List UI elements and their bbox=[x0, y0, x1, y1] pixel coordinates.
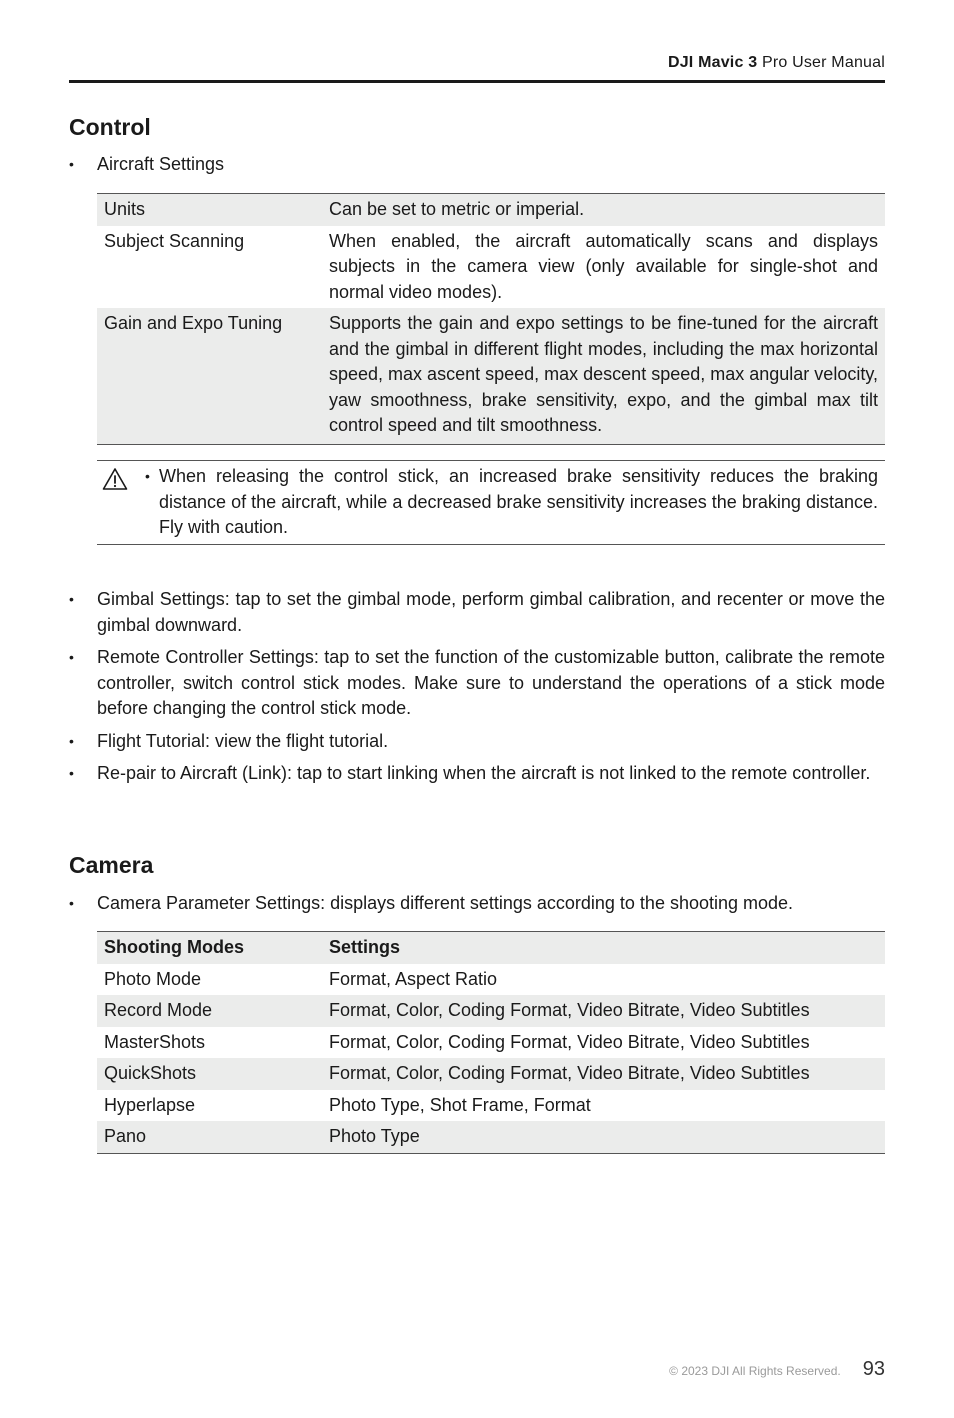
bullet-dot: • bbox=[145, 468, 150, 484]
table-row bbox=[97, 1090, 885, 1122]
bullet-remote-controller-settings bbox=[69, 645, 885, 722]
table-row bbox=[97, 995, 885, 1027]
page-number: 93 bbox=[862, 1358, 885, 1380]
bullet-text: Re-pair to Aircraft (Link): tap to start linking when the aircraft is not linked to the remote controller. bbox=[97, 763, 871, 783]
shooting-mode: Hyperlapse bbox=[104, 1094, 196, 1115]
setting-desc: Can be set to metric or imperial. bbox=[322, 194, 885, 226]
page-header bbox=[668, 54, 885, 72]
page-footer bbox=[669, 1358, 885, 1381]
header-brand: DJI Mavic 3 bbox=[667, 54, 758, 71]
warning-note bbox=[97, 460, 885, 545]
copyright-text: © 2023 DJI All Rights Reserved. bbox=[669, 1364, 841, 1378]
bullet-dot: • bbox=[69, 895, 74, 911]
setting-name: Units bbox=[97, 194, 322, 226]
manual-page bbox=[69, 0, 885, 1418]
table-row bbox=[97, 226, 885, 309]
shooting-mode: Pano bbox=[97, 1121, 322, 1153]
bullet-text: Gimbal Settings: tap to set the gimbal mode, perform gimbal calibration, and recenter or move the gimbal downward. bbox=[97, 589, 885, 635]
bullet-text: Flight Tutorial: view the flight tutorial. bbox=[97, 731, 389, 751]
bullet-text: Remote Controller Settings: tap to set the function of the customizable button, calibrate the remote controller, switch control stick modes. Make sure to understand the operations of a stick mode before changing the control stick mode. bbox=[97, 647, 885, 718]
bullet-dot: • bbox=[69, 156, 74, 172]
bullet-text: Camera Parameter Settings: displays different settings according to the shooting mode. bbox=[97, 893, 794, 913]
section-heading-control: Control bbox=[69, 114, 151, 140]
mode-settings: Format, Color, Coding Format, Video Bitrate, Video Subtitles bbox=[329, 1031, 810, 1052]
aircraft-settings-table bbox=[97, 193, 885, 445]
bullet-aircraft-settings bbox=[69, 152, 885, 178]
setting-name: Subject Scanning bbox=[104, 230, 245, 251]
setting-desc: When enabled, the aircraft automatically scans and displays subjects in the camera view (only available for single-shot and normal video modes). bbox=[329, 230, 878, 302]
header-title: Pro User Manual bbox=[757, 54, 885, 71]
table-row bbox=[97, 1058, 885, 1090]
bullet-dot: • bbox=[69, 591, 74, 607]
warning-text: When releasing the control stick, an increased brake sensitivity reduces the braking distance of the aircraft, while a decreased brake sensitivity increases the braking distance. Fly with caution. bbox=[159, 466, 878, 537]
shooting-mode: Photo Mode bbox=[104, 968, 202, 989]
table-header-row bbox=[97, 932, 885, 964]
column-header-shooting-modes: Shooting Modes bbox=[97, 932, 322, 964]
warning-text-block bbox=[145, 464, 878, 541]
setting-desc: Supports the gain and expo settings to be fine-tuned for the aircraft and the gimbal in different flight modes, including the max horizontal speed, max ascent speed, max descent speed, max angular velocity, yaw smoothness, brake sensitivity, expo, and the gimbal max tilt control speed and tilt smoothness. bbox=[322, 308, 885, 444]
bullet-dot: • bbox=[69, 733, 74, 749]
shooting-mode: QuickShots bbox=[97, 1058, 322, 1090]
section-heading-camera: Camera bbox=[69, 852, 154, 878]
bullet-dot: • bbox=[69, 649, 74, 665]
mode-settings: Format, Color, Coding Format, Video Bitrate, Video Subtitles bbox=[322, 1058, 885, 1090]
header-rule bbox=[69, 80, 885, 83]
column-header-settings: Settings bbox=[322, 932, 885, 964]
mode-settings: Photo Type bbox=[322, 1121, 885, 1153]
mode-settings: Format, Color, Coding Format, Video Bitrate, Video Subtitles bbox=[322, 995, 885, 1027]
setting-name: Gain and Expo Tuning bbox=[97, 308, 322, 444]
bullet-re-pair bbox=[69, 761, 885, 787]
table-row bbox=[97, 308, 885, 444]
bullet-camera-parameter-settings bbox=[69, 891, 885, 917]
shooting-mode: MasterShots bbox=[104, 1031, 206, 1052]
table-row bbox=[97, 1121, 885, 1153]
camera-settings-table bbox=[97, 931, 885, 1154]
mode-settings: Format, Aspect Ratio bbox=[329, 968, 498, 989]
mode-settings: Photo Type, Shot Frame, Format bbox=[329, 1094, 591, 1115]
table-row bbox=[97, 1027, 885, 1059]
bullet-gimbal-settings bbox=[69, 587, 885, 638]
warning-triangle-icon bbox=[102, 467, 128, 491]
shooting-mode: Record Mode bbox=[97, 995, 322, 1027]
bullet-flight-tutorial bbox=[69, 729, 885, 755]
table-row bbox=[97, 194, 885, 226]
bullet-text: Aircraft Settings bbox=[97, 154, 225, 174]
bullet-dot: • bbox=[69, 765, 74, 781]
table-row bbox=[97, 964, 885, 996]
